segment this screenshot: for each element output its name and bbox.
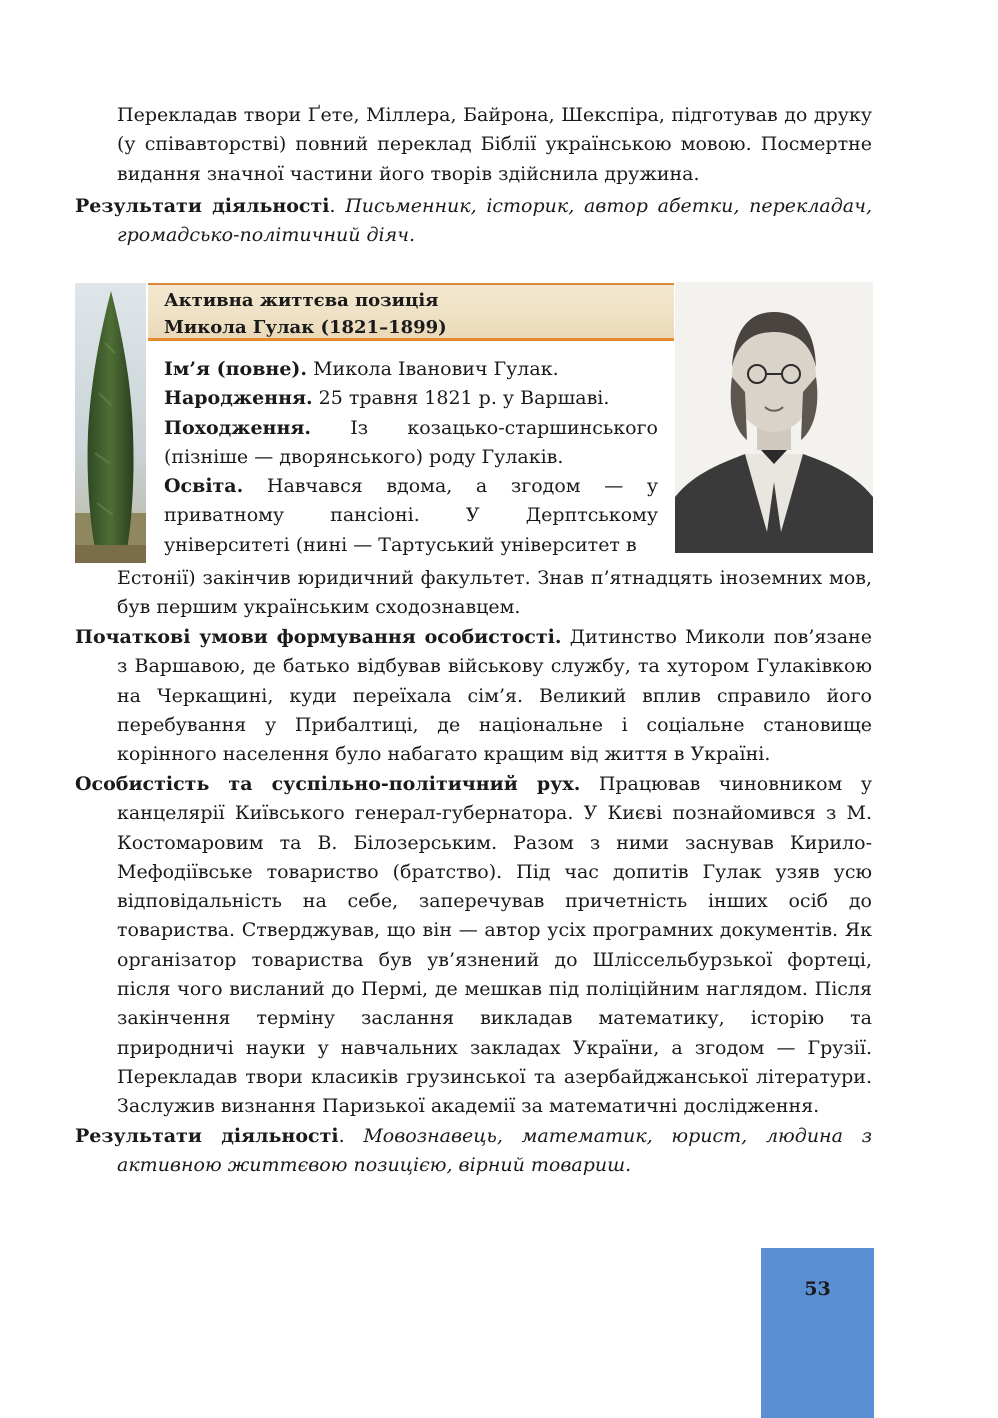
- results-text: Мовознавець, математик, юрист, людина з активною життєвою позицією, вірний товариш.: [117, 1125, 872, 1177]
- bio-origin-label: Походження.: [164, 416, 312, 439]
- conditions-text: Дитинство Миколи пов’язане з Варшавою, де батько відбував військову службу, та хутором Гулаківкою на Черкащині, куди переїхала сім’я. Великий вплив справило його перебування у Прибалтиці, де національне і соціальне становище корінного населення було набагато кращим від життя в Україні.: [117, 626, 872, 766]
- intro-results-text: Письменник, історик, автор абетки, перекладач, громадсько-політичний діяч.: [117, 195, 872, 247]
- intro-results: [75, 192, 872, 251]
- bio-birth-label: Народження.: [164, 387, 313, 410]
- intro-paragraph: Перекладав твори Ґете, Міллера, Байрона, Шекспіра, підготував до друку (у співавторстві) повний переклад Біблії українською мовою. Посмертне видання значної частини його творів здійснила дружина.: [117, 104, 872, 185]
- bio-origin: [164, 414, 658, 473]
- bio-name-label: Ім’я (повне).: [164, 358, 308, 380]
- bio-origin-text: Із козацько-старшинського (пізніше — дворянського) роду Гулаків.: [164, 416, 658, 468]
- page-number: 53: [804, 1278, 831, 1300]
- bio-birth: [164, 384, 658, 413]
- cypress-tree-image: [75, 283, 146, 563]
- intro-results-label: Результати діяльності: [75, 195, 330, 217]
- results-sep: .: [338, 1125, 345, 1147]
- bio-education-label: Освіта.: [164, 475, 244, 498]
- bio-name: [164, 355, 658, 384]
- banner-title: Активна життєва позиція: [164, 290, 439, 311]
- page-number-tab: [761, 1248, 874, 1418]
- bio-education-continued: Естонії) закінчив юридичний факультет. Знав п’ятнадцять іноземних мов, був першим українським сходознавцем.: [117, 567, 872, 619]
- bio-name-text: Микола Іванович Гулак.: [313, 358, 559, 380]
- banner-person-name: Микола Гулак (1821–1899): [164, 317, 447, 338]
- results-label: Результати діяльності: [75, 1125, 339, 1147]
- profile-banner: [148, 283, 674, 341]
- intro-results-sep: .: [329, 195, 336, 217]
- bio-education-text: Навчався вдома, а згодом — у приватному пансіоні. У Дерптському університеті (нині — Тартуський університет в: [164, 475, 658, 556]
- bio-education: [164, 472, 658, 560]
- bio-birth-text: 25 травня 1821 р. у Варшаві.: [318, 387, 610, 410]
- results-section: [75, 1122, 872, 1181]
- conditions-label: Початкові умови формування особистості.: [75, 626, 562, 648]
- movement-section: [75, 770, 872, 1122]
- bio-wrapped-block: [148, 355, 658, 560]
- portrait-image: [675, 282, 873, 553]
- conditions-section: [75, 623, 872, 769]
- movement-label: Особистість та суспільно-політичний рух.: [75, 773, 581, 795]
- movement-text: Працював чиновником у канцелярії Київського генерал-губернатора. У Києві познайомився з М. Костомаровим та В. Білозерським. Разом з ними заснував Кирило-Мефодіївське товариство (братство). Під час допитів Гулак узяв усю відповідальність на себе, заперечував причетність інших осіб до товариства. Стверджував, що він — автор усіх програмних документів. Як організатор товариства був ув’язнений до Шліссельбурзької фортеці, після чого висланий до Пермі, де мешкав під поліційним наглядом. Після закінчення терміну заслання викладав математику, історію та природничі науки у навчальних закладах України, а згодом — Грузії. Перекладав твори класиків грузинської та азербайджанської літератури. Заслужив визнання Паризької академії за математичні дослідження.: [117, 773, 872, 1118]
